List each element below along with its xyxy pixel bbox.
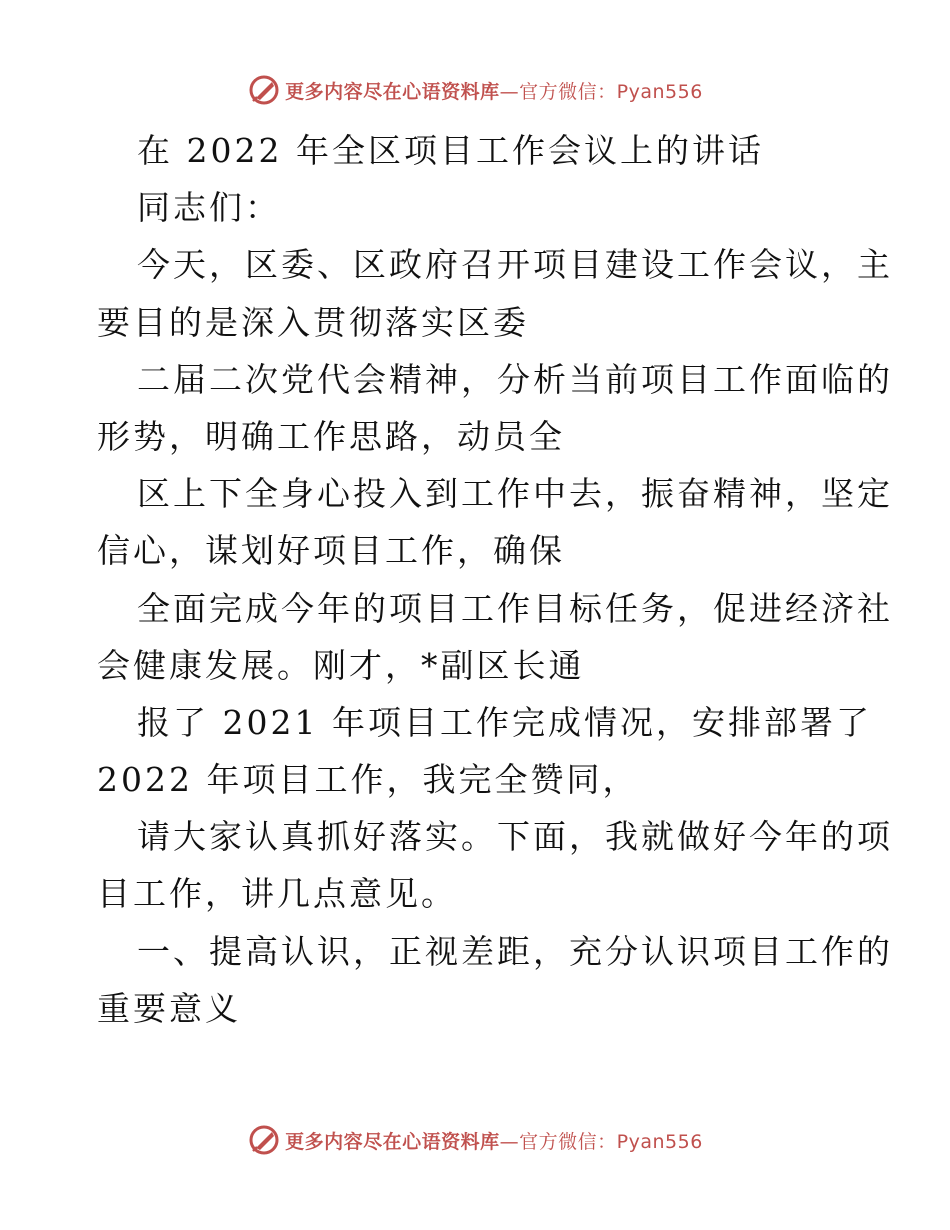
- text-line: 一、提高认识，正视差距，充分认识项目工作的: [137, 931, 893, 971]
- text-line: 目工作，讲几点意见。: [97, 874, 457, 914]
- watermark-text: [285, 1127, 703, 1154]
- text-line: 形势，明确工作思路，动员全: [97, 416, 565, 456]
- text-line: 会健康发展。刚才，*副区长通: [97, 645, 585, 685]
- text-line: 区上下全身心投入到工作中去，振奋精神，坚定: [137, 474, 893, 514]
- header-watermark-banner: [0, 70, 950, 110]
- quill-logo-icon: [247, 73, 281, 107]
- text-line: 请大家认真抓好落实。下面，我就做好今年的项: [137, 817, 893, 857]
- text-line: 同志们：: [137, 188, 281, 228]
- watermark-suffix: —官方微信：Pyan556: [499, 80, 703, 103]
- text-line: 信心，谋划好项目工作，确保: [97, 531, 565, 571]
- text-line: 重要意义: [97, 988, 241, 1028]
- watermark-text: [285, 77, 703, 104]
- text-line: 要目的是深入贯彻落实区委: [97, 302, 529, 342]
- watermark-suffix: —官方微信：Pyan556: [499, 1130, 703, 1153]
- document-body: [97, 122, 893, 1037]
- text-line: 在 2022 年全区项目工作会议上的讲话: [137, 131, 764, 170]
- watermark-main: 更多内容尽在心语资料库: [285, 1130, 500, 1153]
- watermark-main: 更多内容尽在心语资料库: [285, 80, 500, 103]
- text-line: 2022 年项目工作，我完全赞同，: [97, 760, 639, 800]
- text-line: 今天，区委、区政府召开项目建设工作会议，主: [137, 245, 893, 285]
- quill-logo-icon: [247, 1123, 281, 1157]
- text-line: 全面完成今年的项目工作目标任务，促进经济社: [137, 588, 893, 628]
- footer-watermark-banner: [0, 1120, 950, 1160]
- text-line: 报了 2021 年项目工作完成情况，安排部署了: [137, 702, 872, 742]
- text-line: 二届二次党代会精神，分析当前项目工作面临的: [137, 359, 893, 399]
